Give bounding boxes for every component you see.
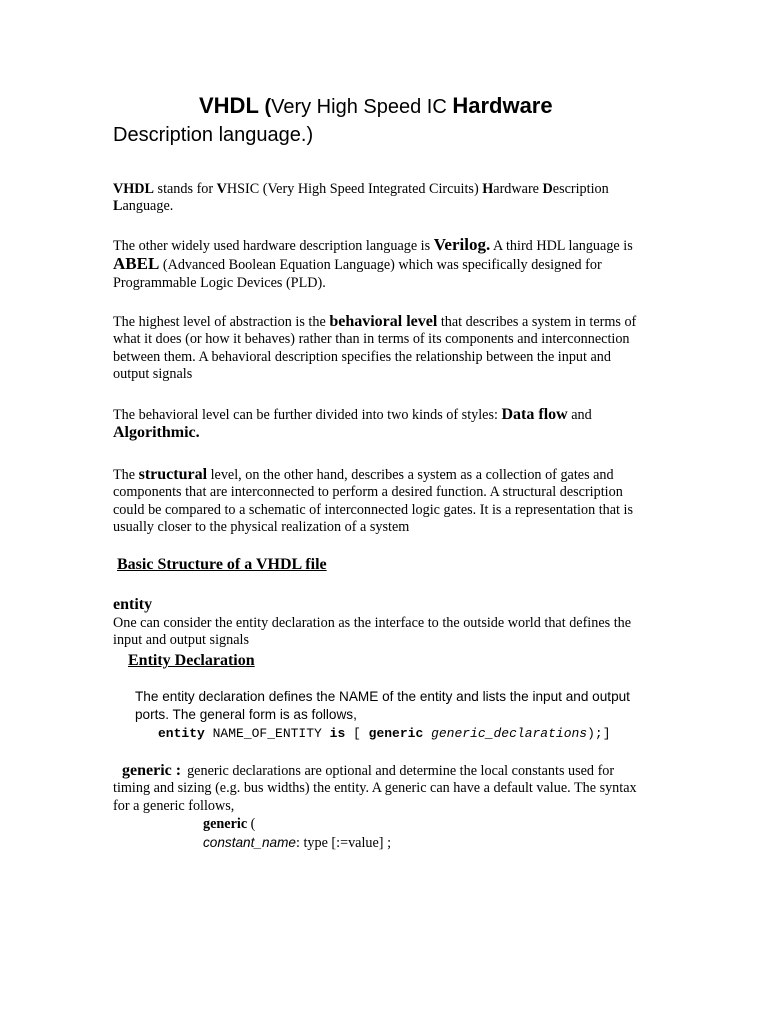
text: generic declarations are optional and determine the local constants used for timing and sizing (e.g. bus widths) the entity. A generic can have a default value. The syntax for a generic follows, [113, 763, 637, 814]
code-keyword-generic: generic [368, 726, 424, 741]
syntax-constant-name: constant_name [203, 835, 296, 850]
code-space [423, 726, 431, 741]
paragraph-entity-declaration: The entity declaration defines the NAME of the entity and lists the input and output ports. The general form is as follows, [135, 689, 630, 722]
paragraph-other-hdls [113, 236, 648, 292]
term-behavioral-level: behavioral level [329, 313, 438, 330]
initial-v: V [216, 181, 227, 197]
term-abel: ABEL [113, 254, 160, 274]
generic-syntax-line-1 [203, 816, 255, 833]
text: escription [552, 181, 609, 197]
heading-entity-declaration: Entity Declaration [128, 652, 255, 669]
syntax-paren: ( [247, 816, 256, 832]
paragraph-generic [113, 762, 653, 815]
text: stands for [154, 181, 217, 197]
term-generic: generic : [122, 762, 182, 779]
paragraph-entity: One can consider the entity declaration as the interface to the outside world that defines the input and output signals [113, 615, 632, 649]
initial-l: L [113, 198, 123, 215]
initial-h: H [482, 181, 494, 197]
term-verilog: Verilog. [433, 235, 491, 254]
term-data-flow: Data flow [501, 406, 568, 423]
term-algorithmic: Algorithmic [113, 424, 196, 442]
code-keyword-is: is [329, 726, 346, 741]
code-bracket: [ [345, 726, 369, 741]
initial-d: D [542, 181, 553, 197]
term-vhdl: VHDL [113, 181, 154, 197]
title-vhdl: VHDL [199, 93, 259, 118]
code-entity-syntax [158, 726, 611, 742]
generic-syntax-line-2 [203, 834, 391, 852]
code-keyword-entity: entity [158, 726, 205, 741]
text: The highest level of abstraction is the [113, 314, 330, 330]
text: . [195, 424, 200, 442]
text: The [113, 467, 139, 483]
code-name: NAME_OF_ENTITY [204, 726, 330, 741]
term-structural: structural [138, 466, 208, 483]
title-line-2: Description language.) [113, 124, 314, 146]
title-paren: ( [258, 96, 272, 118]
paragraph-behavioral-level [113, 313, 648, 384]
syntax-keyword-generic: generic [203, 816, 248, 832]
title-hardware: Hardware [452, 93, 553, 118]
text: and [567, 407, 592, 423]
text: ardware [493, 181, 543, 197]
text: anguage. [122, 198, 174, 215]
code-end: );] [587, 726, 611, 741]
heading-basic-structure: Basic Structure of a VHDL file [117, 556, 327, 573]
text: HSIC (Very High Speed Integrated Circuits) [226, 181, 483, 197]
title-very-high-speed: Very High Speed IC [271, 96, 453, 118]
text: The behavioral level can be further divided into two kinds of styles: [113, 407, 502, 423]
paragraph-structural [113, 466, 648, 537]
code-generic-declarations: generic_declarations [431, 726, 588, 741]
text: level, on the other hand, describes a system as a collection of gates and components that are interconnected to perform a desired function. A structural description could be compared to a schematic of interconnected logic gates. It is a representation that is usually closer to the physical realization of a system [113, 467, 634, 536]
text: (Advanced Boolean Equation Language) which was specifically designed for Programmable Logic Devices (PLD). [113, 257, 602, 291]
text: The other widely used hardware description language is [113, 238, 434, 254]
paragraph-vhdl-definition [113, 181, 648, 216]
document-title [113, 92, 673, 149]
heading-entity: entity [113, 596, 153, 613]
syntax-rest: : type [:=value] ; [295, 835, 392, 851]
text: that describes a system in terms of what it does (or how it behaves) rather than in terms of its components and interconnection between them. A behavioral description specifies the relationship between the input and output signals [113, 314, 637, 383]
paragraph-styles [113, 406, 648, 443]
text: A third HDL language is [490, 238, 633, 254]
